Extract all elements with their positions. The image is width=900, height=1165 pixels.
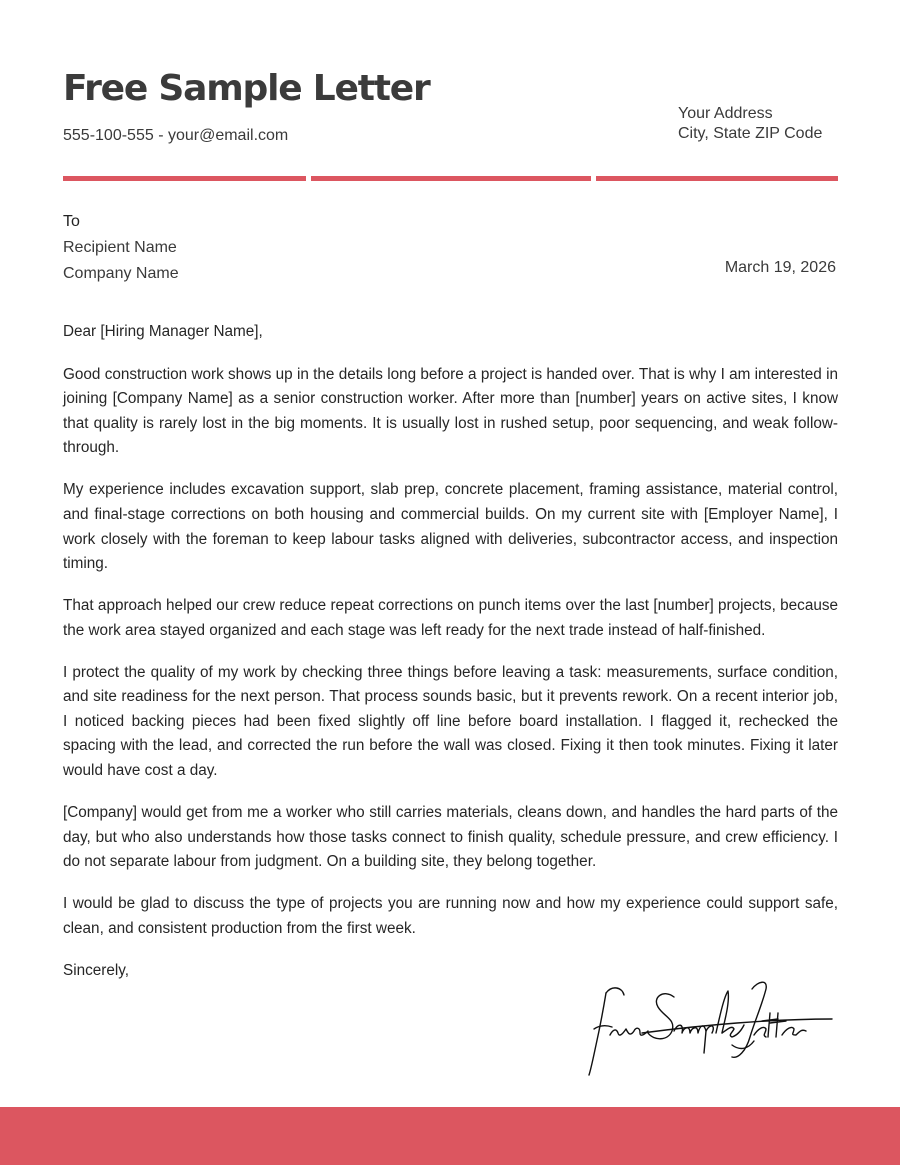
- handwritten-signature: [582, 975, 838, 1080]
- paragraph-6: I would be glad to discuss the type of projects you are running now and how my experience could support safe, clean, and consistent production from the first week.: [63, 895, 838, 937]
- recipient-name: Recipient Name: [63, 239, 177, 256]
- footer-band: [0, 1107, 900, 1165]
- to-label: To: [63, 213, 80, 230]
- paragraph-4: I protect the quality of my work by checking three things before leaving a task: measurements, surface condition, and site readiness for the next person. That process sounds basic, but it prevents rework. On a recent interior job, I noticed backing pieces had been fixed slightly off line before board installation. I flagged it, rechecked the spacing with the lead, and corrected the run before the wall was closed. Fixing it then took minutes. Fixing it later would have cost a day.: [63, 663, 838, 780]
- paragraph-3: That approach helped our crew reduce repeat corrections on punch items over the last [number] projects, because the work area stayed organized and each stage was left ready for the next trade instead of half-finished.: [63, 597, 838, 639]
- header-rule-right: [596, 176, 838, 181]
- recipient-company: Company Name: [63, 265, 179, 282]
- address-line-2: City, State ZIP Code: [678, 125, 823, 142]
- letter-header: [63, 64, 838, 184]
- paragraph-1: Good construction work shows up in the details long before a project is handed over. That is why I am interested in joining [Company Name] as a senior construction worker. After more than [number] years on active sites, I know that quality is rarely lost in the big moments. It is usually lost in rushed setup, poor sequencing, and weak follow-through.: [63, 365, 838, 457]
- paragraph-5: [Company] would get from me a worker who still carries materials, cleans down, and handles the hard parts of the day, but who also understands how those tasks connect to finish quality, schedule pressure, and crew efficiency. I do not separate labour from judgment. On a building site, they belong together.: [63, 804, 838, 871]
- header-rule-middle: [311, 176, 591, 181]
- address-line-1: Your Address: [678, 105, 773, 122]
- contact-line: 555-100-555 - your@email.com: [63, 127, 289, 144]
- recipient-block: [63, 209, 179, 287]
- sender-address: [678, 104, 838, 144]
- paragraph-2: My experience includes excavation support, slab prep, concrete placement, framing assistance, material control, and final-stage corrections on both housing and commercial builds. On my current site with [Employer Name], I work closely with the foreman to keep labour tasks aligned with deliveries, subcontractor access, and inspection timing.: [63, 481, 838, 573]
- letter-date: March 19, 2026: [724, 259, 836, 276]
- greeting: Dear [Hiring Manager Name],: [63, 323, 263, 340]
- letter-title: Free Sample Letter: [63, 68, 430, 109]
- header-rule-left: [63, 176, 306, 181]
- closing: Sincerely,: [63, 961, 130, 979]
- letter-body: [63, 320, 838, 1001]
